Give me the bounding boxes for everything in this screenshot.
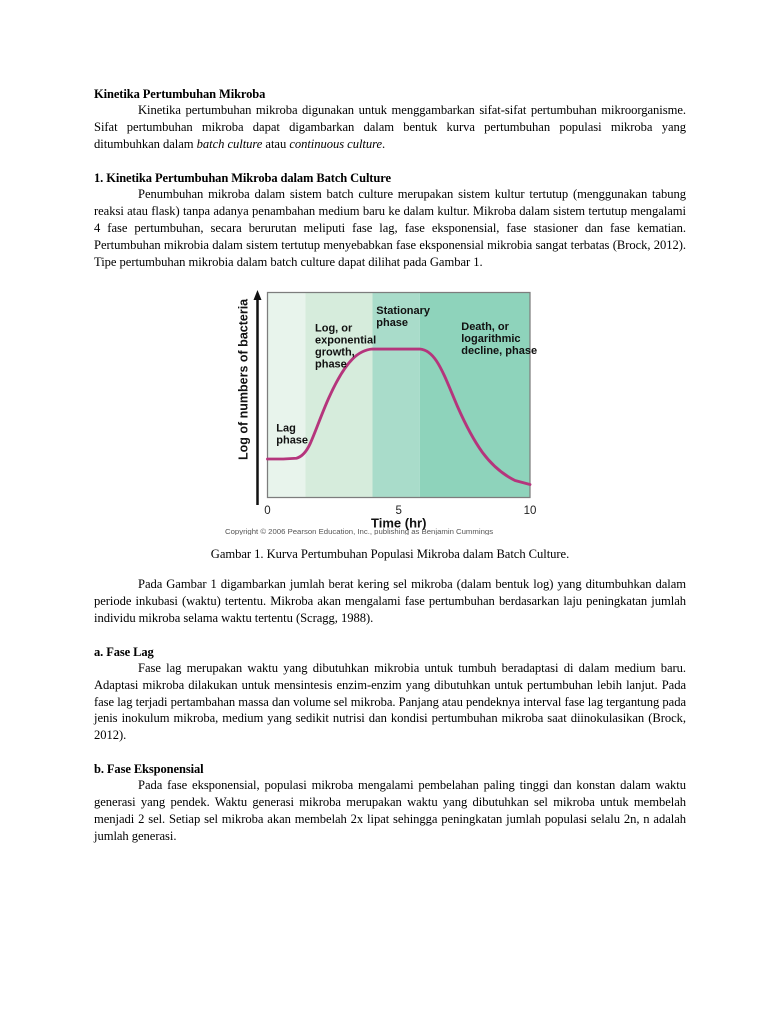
phase-label-log-line3: growth,	[315, 345, 355, 358]
x-axis-tick-10: 10	[523, 504, 537, 517]
growth-curve-chart	[225, 285, 555, 535]
phase-label-log-line1: Log, or	[315, 321, 353, 334]
phase-label-lag-line2: phase	[276, 433, 309, 446]
x-axis-title: Time (hr)	[371, 515, 427, 530]
intro-text-part2: atau	[262, 136, 290, 151]
x-axis-tick-5: 5	[395, 504, 402, 517]
phase-band-lag	[268, 292, 309, 497]
intro-text-part3: .	[382, 136, 386, 151]
phase-label-death-line1: Death, or	[461, 320, 509, 333]
page-title: Kinetika Pertumbuhan Mikroba	[94, 87, 266, 101]
phase-label-death-line3: decline, phase	[461, 344, 538, 357]
intro-italic-continuous-culture: continuous culture	[289, 136, 383, 151]
intro-text-part1: Kinetika pertumbuhan mikroba digunakan untuk menggambarkan sifat-sifat pertumbuhan mikroorganisme. Sifat pertumbuhan mikroba dapat digambarkan dalam bentuk kurva pertumbuhan populasi mikroba yang ditumbuhkan dalam	[94, 103, 686, 151]
y-axis-title: Log of numbers of bacteria	[236, 298, 251, 460]
section-heading-fase-lag: a. Fase Lag	[94, 644, 154, 659]
phase-label-log-line2: exponential	[315, 333, 377, 346]
section-body-batch-culture: Penumbuhan mikroba dalam sistem batch culture merupakan sistem kultur tertutup (menggunakan tabung reaksi atau flask) tanpa adanya penambahan medium baru ke dalam kultur. Mikroba dalam sistem tertutup mengalami 4 fase pertumbuhan, secara berurutan meliputi fase lag, fase eksponensial, fase stasioner dan fase kematian. Pertumbuhan mikrobia dalam sistem tertutup menyebabkan fase eksponensial mikrobia sangat terbatas (Brock, 2012). Tipe pertumbuhan mikrobia dalam batch culture dapat dilihat pada Gambar 1.	[94, 186, 686, 269]
phase-label-death-line2: logarithmic	[461, 332, 521, 345]
section-heading-batch-culture: 1. Kinetika Pertumbuhan Mikroba dalam Batch Culture	[94, 170, 391, 185]
section-body-fase-eksponensial: Pada fase eksponensial, populasi mikroba mengalami pembelahan paling tinggi dan konstan dalam waktu generasi yang pendek. Waktu generasi mikroba merupakan waktu yang dibutuhkan sel mikroba untuk membelah menjadi 2 sel. Setiap sel mikroba akan membelah 2x lipat sehingga peningkatan jumlah populasi selalu 2n, n adalah jumlah generasi.	[94, 778, 686, 844]
x-axis-tick-0: 0	[264, 504, 271, 517]
section-body-fase-lag: Fase lag merupakan waktu yang dibutuhkan mikrobia untuk tumbuh beradaptasi di dalam medium baru. Adaptasi mikroba dilakukan untuk mensintesis enzim-enzim yang dibutuhkan untuk pertumbuhan lebih lanjut. Pada fase lag terjadi pertambahan massa dan volume sel mikroba. Panjang atau pendeknya interval fase lag tergantung pada jenis inokulum mikroba, medium yang sedikit nutrisi dan kondisi pertumbuhan mikroba saat diinokulasikan (Brock, 2012).	[94, 660, 686, 743]
phase-label-lag-line1: Lag	[276, 421, 296, 434]
y-axis-arrow-icon	[254, 290, 262, 300]
section-heading-fase-eksponensial: b. Fase Eksponensial	[94, 762, 204, 777]
phase-label-log-line4: phase	[315, 357, 347, 370]
phase-label-stationary-line1: Stationary	[376, 304, 431, 317]
figure-caption: Gambar 1. Kurva Pertumbuhan Populasi Mikroba dalam Batch Culture.	[210, 546, 570, 561]
chart-copyright: Copyright © 2006 Pearson Education, Inc., publishing as Benjamin Cummings	[225, 526, 494, 535]
paragraph-after-figure: Pada Gambar 1 digambarkan jumlah berat kering sel mikroba (dalam bentuk log) yang ditumbuhkan dalam periode inkubasi (waktu) tertentu. Mikroba akan mengalami fase pertumbuhan berdasarkan laju peningkatan jumlah individu mikroba selama waktu tertentu (Scragg, 1988).	[94, 576, 686, 625]
phase-label-stationary-line2: phase	[376, 316, 409, 329]
intro-paragraph	[94, 102, 686, 153]
figure-growth-curve	[94, 285, 686, 562]
intro-italic-batch-culture: batch culture	[196, 136, 263, 151]
